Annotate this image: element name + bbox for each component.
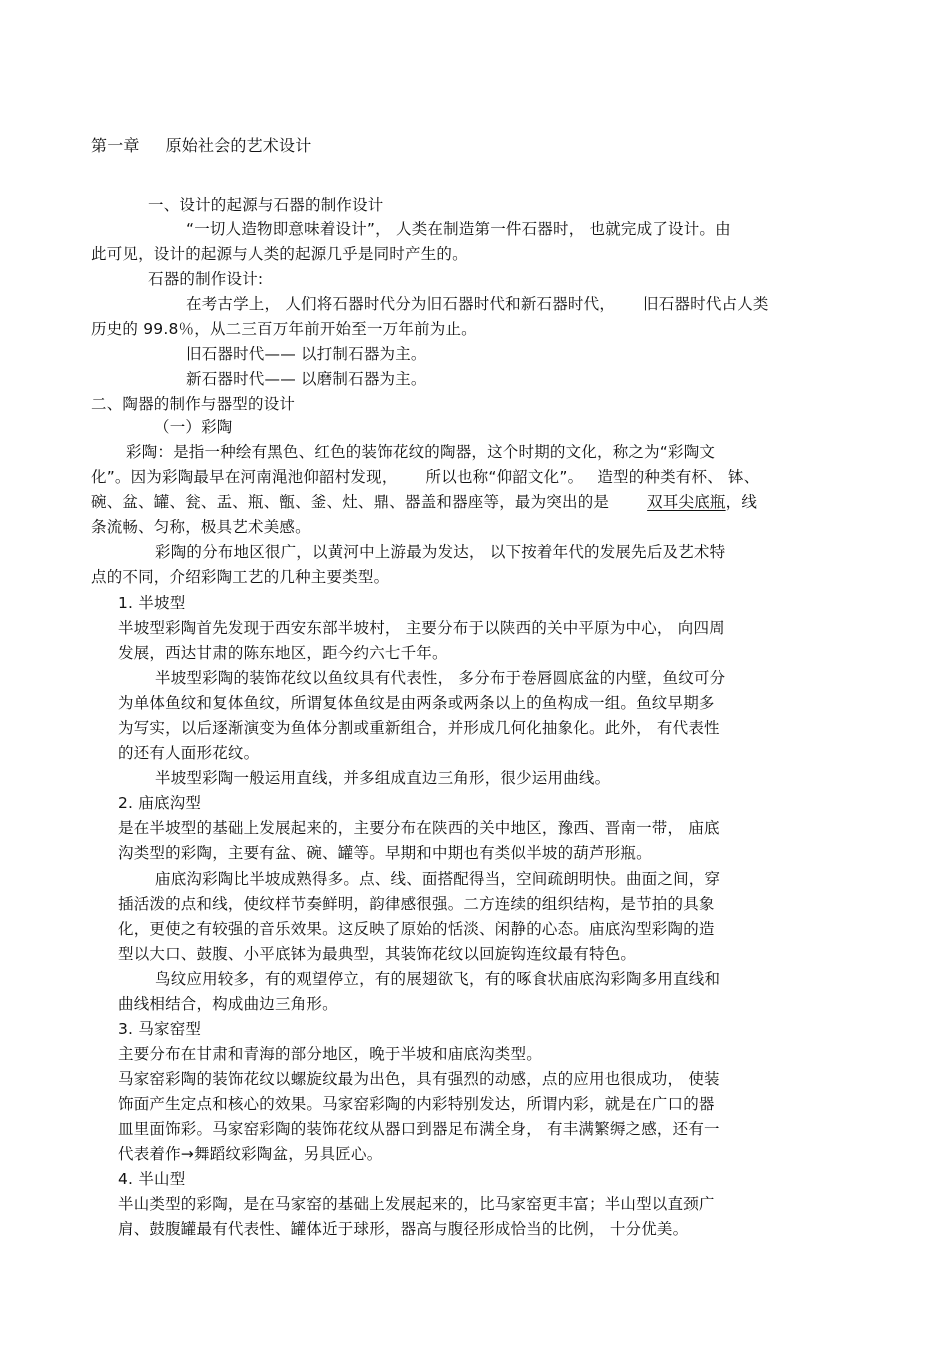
- paragraph-line: 饰面产生定点和核心的效果。马家窑彩陶的内彩特别发达，所谓内彩，就是在广口的器: [118, 1095, 715, 1113]
- section-heading-1: 一、设计的起源与石器的制作设计: [148, 196, 384, 214]
- paragraph-line: [91, 491, 757, 513]
- subheading: （一）彩陶: [154, 418, 233, 436]
- paragraph-line: 此可见，设计的起源与人类的起源几乎是同时产生的。: [91, 245, 468, 263]
- paragraph-line: [186, 293, 769, 315]
- subheading: 石器的制作设计:: [148, 270, 264, 288]
- paragraph-line: 半坡型彩陶首先发现于西安东部半坡村， 主要分布于以陕西的关中平原为中心， 向四周: [118, 619, 725, 637]
- paragraph-line: 为单体鱼纹和复体鱼纹，所谓复体鱼纹是由两条或两条以上的鱼构成一组。鱼纹早期多: [118, 694, 715, 712]
- text-segment: 碗、盆、罐、瓮、盂、瓶、甑、釜、灶、鼎、器盖和器座等，最为突出的是: [91, 493, 610, 511]
- paragraph-line: 沟类型的彩陶，主要有盆、碗、罐等。早期和中期也有类似半坡的葫芦形瓶。: [118, 844, 652, 862]
- paragraph-line: 插活泼的点和线，使纹样节奏鲜明，韵律感很强。二方连续的组织结构，是节拍的具象: [118, 895, 715, 913]
- chapter-heading: [91, 135, 311, 157]
- paragraph-line: 发展，西达甘肃的陈东地区，距今约六七千年。: [118, 644, 448, 662]
- paragraph-line: “一切人造物即意味着设计”， 人类在制造第一件石器时， 也就完成了设计。由: [186, 220, 731, 238]
- text-segment: ，线: [725, 493, 758, 511]
- list-heading: 2. 庙底沟型: [118, 794, 202, 812]
- paragraph-line: 马家窑彩陶的装饰花纹以螺旋纹最为出色，具有强烈的动感，点的应用也很成功， 使装: [118, 1070, 720, 1088]
- paragraph-line: [91, 466, 759, 488]
- paragraph-line: 化，更使之有较强的音乐效果。这反映了原始的恬淡、闲静的心态。庙底沟型彩陶的造: [118, 920, 715, 938]
- text-segment: 旧石器时代占人类: [643, 295, 769, 313]
- paragraph-line: 半山类型的彩陶，是在马家窑的基础上发展起来的，比马家窑更丰富；半山型以直颈广: [118, 1195, 715, 1213]
- text-segment: 所以也称“仰韶文化”。: [425, 468, 584, 486]
- paragraph-line: 为写实，以后逐渐演变为鱼体分割或重新组合，并形成几何化抽象化。此外， 有代表性: [118, 719, 720, 737]
- section-heading-2: 二、陶器的制作与器型的设计: [91, 395, 296, 413]
- paragraph-line: 庙底沟彩陶比半坡成熟得多。点、线、面搭配得当，空间疏朗明快。曲面之间，穿: [155, 870, 721, 888]
- paragraph-line: 彩陶的分布地区很广，以黄河中上游最为发达， 以下按着年代的发展先后及艺术特: [155, 543, 726, 561]
- paragraph-line: 的还有人面形花纹。: [118, 744, 260, 762]
- paragraph-line: 曲线相结合，构成曲边三角形。: [118, 995, 338, 1013]
- paragraph-line: 代表着作→舞蹈纹彩陶盆，另具匠心。: [118, 1145, 383, 1163]
- text-segment: 造型的种类有杯、 钵、: [597, 468, 760, 486]
- paragraph-line: 半坡型彩陶的装饰花纹以鱼纹具有代表性， 多分布于卷唇圆底盆的内壁，鱼纹可分: [155, 669, 726, 687]
- paragraph-line: 半坡型彩陶一般运用直线，并多组成直边三角形，很少运用曲线。: [155, 769, 611, 787]
- text-segment: 在考古学上， 人们将石器时代分为旧石器时代和新石器时代，: [186, 295, 616, 313]
- underlined-term: 双耳尖底瓶: [647, 493, 726, 511]
- list-heading: 3. 马家窑型: [118, 1020, 202, 1038]
- paragraph-line: 主要分布在甘肃和青海的部分地区，晚于半坡和庙底沟类型。: [118, 1045, 542, 1063]
- paragraph-line: 条流畅、匀称，极具艺术美感。: [91, 518, 311, 536]
- paragraph-line: 新石器时代—— 以磨制石器为主。: [186, 370, 427, 388]
- list-heading: 1. 半坡型: [118, 594, 186, 612]
- paragraph-line: 彩陶：是指一种绘有黑色、红色的装饰花纹的陶器，这个时期的文化，称之为“彩陶文: [126, 443, 716, 461]
- paragraph-line: 点的不同，介绍彩陶工艺的几种主要类型。: [91, 568, 390, 586]
- paragraph-line: 鸟纹应用较多，有的观望停立，有的展翅欲飞，有的啄食状庙底沟彩陶多用直线和: [155, 970, 721, 988]
- paragraph-line: 肩、鼓腹罐最有代表性、罐体近于球形，器高与腹径形成恰当的比例， 十分优美。: [118, 1220, 689, 1238]
- paragraph-line: 是在半坡型的基础上发展起来的，主要分布在陕西的关中地区，豫西、晋南一带， 庙底: [118, 819, 720, 837]
- paragraph-line: 旧石器时代—— 以打制石器为主。: [186, 345, 427, 363]
- chapter-number: 第一章: [91, 136, 140, 155]
- text-segment: 化”。因为彩陶最早在河南渑池仰韶村发现，: [91, 468, 398, 486]
- paragraph-line: 历史的 99.8％，从二三百万年前开始至一万年前为止。: [91, 320, 477, 338]
- chapter-title: 原始社会的艺术设计: [165, 136, 312, 155]
- paragraph-line: 皿里面饰彩。马家窑彩陶的装饰花纹从器口到器足布满全身， 有丰满繁缛之感，还有一: [118, 1120, 720, 1138]
- paragraph-line: 型以大口、鼓腹、小平底钵为最典型，其装饰花纹以回旋钩连纹最有特色。: [118, 945, 637, 963]
- list-heading: 4. 半山型: [118, 1170, 186, 1188]
